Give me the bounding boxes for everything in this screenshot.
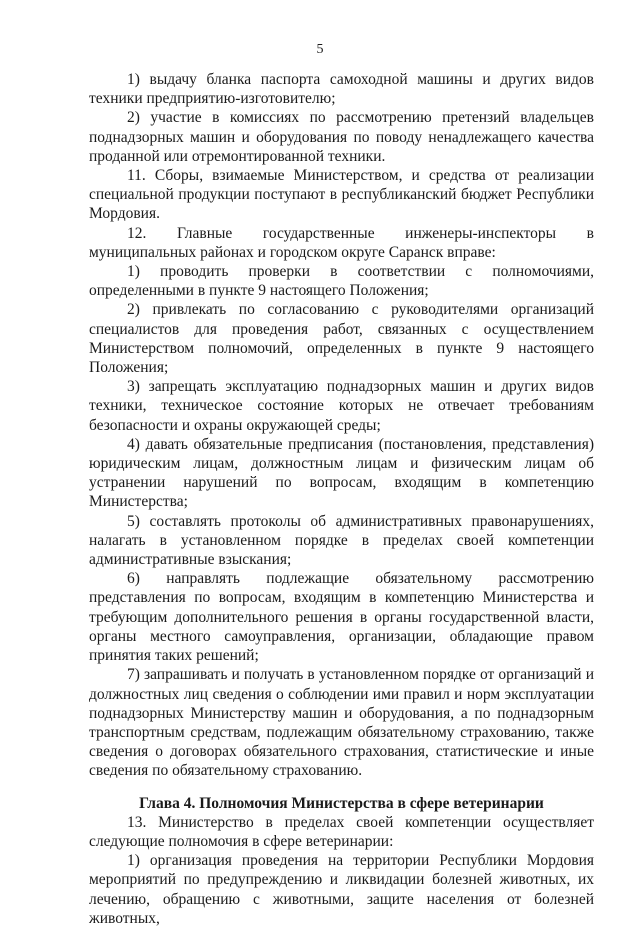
section-gap: [89, 781, 594, 794]
paragraph: 1) выдачу бланка паспорта самоходной машины и других видов техники предприятию-изготовителю;: [89, 71, 594, 108]
page-number: 5: [316, 42, 324, 57]
paragraph: 3) запрещать эксплуатацию поднадзорных машин и других видов техники, техническое состояние которых не отвечает требованиям безопасности и охраны окружающей среды;: [89, 378, 594, 434]
paragraph: 7) запрашивать и получать в установленном порядке от организаций и должностных лиц сведения о соблюдении ими правил и норм эксплуатации поднадзорных Министерству машин и оборудования, а по поднадзорным транспортным средствам, подлежащим обязательному страхованию, также сведения о договорах обязательного страхования, статистические и иные сведения по обязательному страхованию.: [89, 666, 594, 780]
paragraph: 12. Главные государственные инженеры-инспекторы в муниципальных районах и городском округе Саранск вправе:: [89, 224, 594, 261]
paragraph: 2) участие в комиссиях по рассмотрению претензий владельцев поднадзорных машин и оборудования по поводу ненадлежащего качества проданной или отремонтированной техники.: [89, 109, 594, 165]
paragraph: 6) направлять подлежащие обязательному рассмотрению представления по вопросам, входящим в компетенцию Министерства и требующим дополнительного решения в органы государственной власти, органы местного самоуправления, организации, обладающие правом принятия таких решений;: [89, 570, 594, 665]
paragraph: 4) давать обязательные предписания (постановления, представления) юридическим лицам, должностным лицам и физическим лицам об устранении нарушений по вопросам, входящим в компетенцию Министерства;: [89, 435, 594, 511]
paragraph: 2) привлекать по согласованию с руководителями организаций специалистов для проведения работ, связанных с осуществлением Министерством полномочий, определенных в пункте 9 настоящего Положения;: [89, 301, 594, 377]
paragraph: 1) организация проведения на территории Республики Мордовия мероприятий по предупреждению и ликвидации болезней животных, их лечению, обращению с животными, защите населения от болезней животных,: [89, 852, 594, 927]
chapter-heading: Глава 4. Полномочия Министерства в сфере ветеринарии: [139, 794, 544, 812]
paragraph: 11. Сборы, взимаемые Министерством, и средства от реализации специальной продукции поступают в республиканский бюджет Республики Мордовия.: [89, 167, 594, 223]
paragraph: 5) составлять протоколы об административных правонарушениях, налагать в установленном порядке в пределах своей компетенции административные взыскания;: [89, 512, 594, 569]
paragraph: 1) проводить проверки в соответствии с полномочиями, определенными в пункте 9 настоящего Положения;: [89, 263, 594, 300]
paragraph: 13. Министерство в пределах своей компетенции осуществляет следующие полномочия в сфере ветеринарии:: [89, 813, 594, 850]
document-body: [89, 70, 594, 928]
